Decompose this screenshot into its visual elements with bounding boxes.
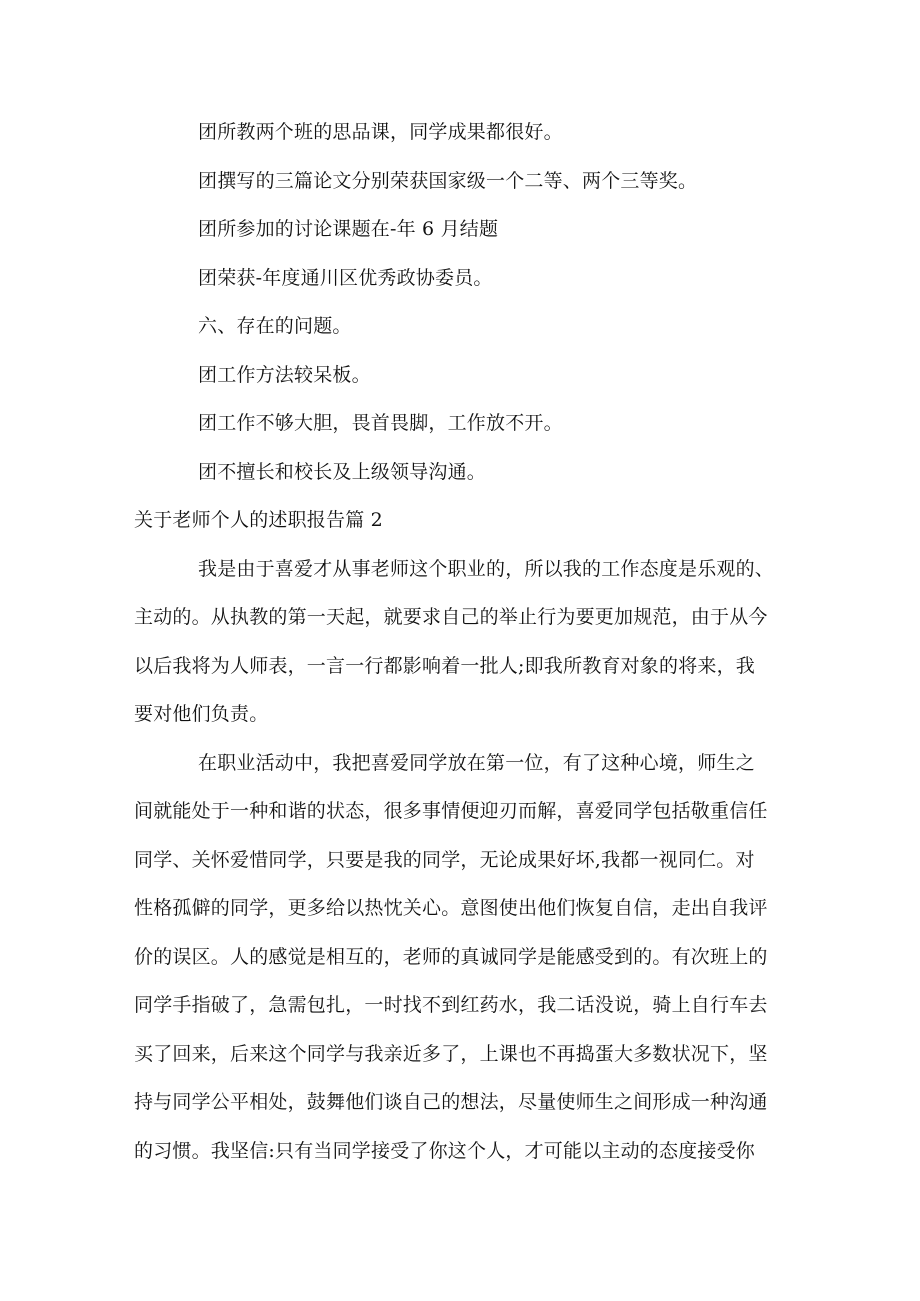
problem-item: 团工作方法较呆板。	[198, 364, 371, 386]
paragraph-line: 我是由于喜爱才从事老师这个职业的，所以我的工作态度是乐观的、	[198, 558, 775, 580]
paragraph-line: 要对他们负责。	[134, 703, 269, 725]
achievement-item: 团荣获-年度通川区优秀政协委员。	[198, 267, 493, 289]
paragraph-line: 同学手指破了，急需包扎，一时找不到红药水，我二话没说，骑上自行车去	[134, 994, 768, 1016]
achievement-item: 团撰写的三篇论文分别荣获国家级一个二等、两个三等奖。	[198, 170, 698, 192]
paragraph-line: 在职业活动中，我把喜爱同学放在第一位，有了这种心境，师生之	[198, 752, 755, 774]
report-heading: 关于老师个人的述职报告篇 2	[134, 509, 383, 531]
paragraph-line: 的习惯。我坚信:只有当同学接受了你这个人，才可能以主动的态度接受你	[134, 1140, 756, 1162]
problem-item: 团不擅长和校长及上级领导沟通。	[198, 461, 487, 483]
achievement-item: 团所参加的讨论课题在-年 6 月结题	[198, 218, 499, 240]
paragraph-line: 同学、关怀爱惜同学，只要是我的同学，无论成果好坏,我都一视同仁。对	[134, 849, 755, 871]
paragraph-line: 买了回来，后来这个同学与我亲近多了，上课也不再捣蛋大多数状况下，坚	[134, 1043, 768, 1065]
achievement-item: 团所教两个班的思品课，同学成果都很好。	[198, 121, 563, 143]
section-heading-problems: 六、存在的问题。	[198, 315, 352, 337]
paragraph-line: 间就能处于一种和谐的状态，很多事情便迎刃而解，喜爱同学包括敬重信任	[134, 800, 768, 822]
problem-item: 团工作不够大胆，畏首畏脚，工作放不开。	[198, 412, 563, 434]
paragraph-line: 价的误区。人的感觉是相互的，老师的真诚同学是能感受到的。有次班上的	[134, 946, 768, 968]
paragraph-line: 性格孤僻的同学，更多给以热忱关心。意图使出他们恢复自信，走出自我评	[134, 897, 768, 919]
paragraph-line: 主动的。从执教的第一天起，就要求自己的举止行为要更加规范，由于从今	[134, 606, 768, 628]
paragraph-line: 持与同学公平相处，鼓舞他们谈自己的想法，尽量使师生之间形成一种沟通	[134, 1091, 768, 1113]
paragraph-line: 以后我将为人师表，一言一行都影响着一批人;即我所教育对象的将来，我	[134, 655, 756, 677]
